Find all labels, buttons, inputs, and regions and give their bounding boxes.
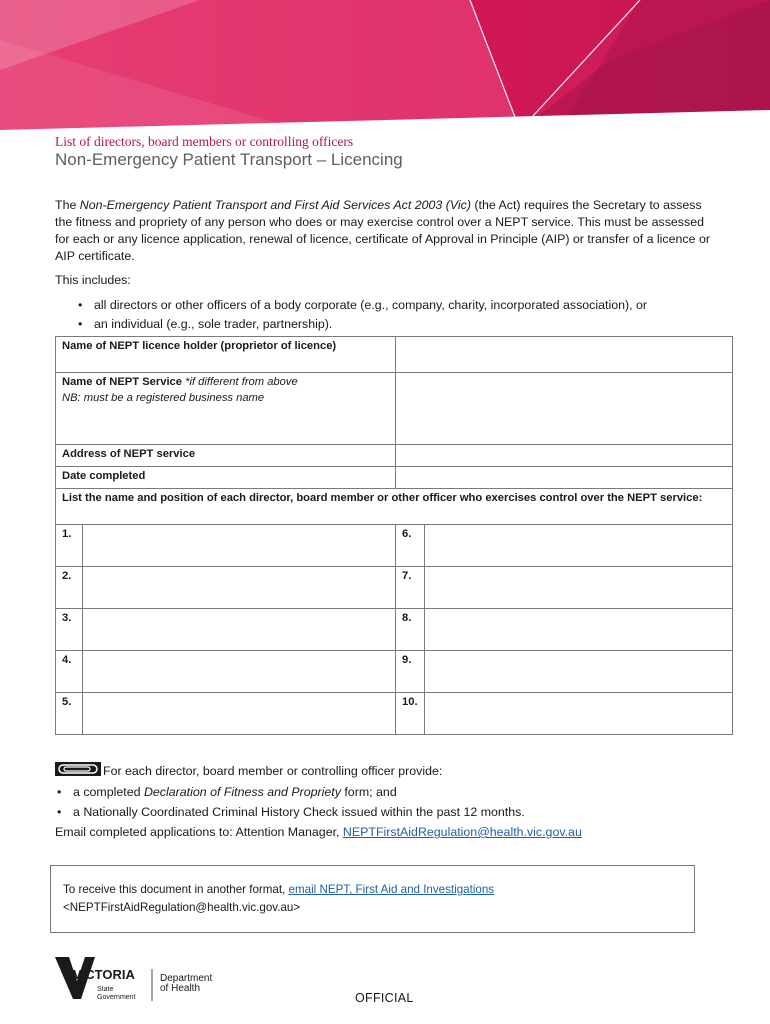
logo-dept-text: Department	[160, 973, 213, 984]
provide-lead: For each director, board member or controlling officer provide:	[103, 764, 443, 778]
officer-input-1[interactable]	[83, 525, 396, 567]
list-item: • all directors or other officers of a body corporate (e.g., company, charity, incorporated association), or	[78, 298, 647, 317]
logo-victoria-text: VICTORIA	[73, 967, 135, 982]
accessibility-line	[63, 881, 682, 899]
holder-input[interactable]	[396, 337, 733, 373]
service-note: *if different from above	[182, 376, 298, 388]
officer-input-3[interactable]	[83, 609, 396, 651]
row-number: 5.	[56, 693, 83, 735]
officer-input-2[interactable]	[83, 567, 396, 609]
service-nb: NB: must be a registered business name	[62, 392, 265, 404]
row-number: 8.	[396, 609, 425, 651]
service-label-cell	[56, 373, 396, 445]
nept-form-table	[55, 336, 733, 735]
intro-post: (the Act) requires the Secretary to assess the fitness and propriety of any person who does or may exercise control over a NEPT service. This must be assessed for each or any licence application, renewal of licence, certificate of Approval in Principle (AIP) or transfer of a licence or AIP certificate.	[55, 198, 710, 263]
list-item: • an individual (e.g., sole trader, partnership).	[78, 317, 647, 336]
accessibility-pre: To receive this document in another format,	[63, 883, 289, 896]
date-input[interactable]	[396, 467, 733, 489]
victoria-government-logo	[55, 955, 235, 1005]
service-input[interactable]	[396, 373, 733, 445]
officer-input-7[interactable]	[424, 567, 732, 609]
intro-paragraph	[55, 197, 715, 265]
officer-input-8[interactable]	[424, 609, 732, 651]
officer-input-4[interactable]	[83, 651, 396, 693]
officer-input-10[interactable]	[424, 693, 732, 735]
officer-input-5[interactable]	[83, 693, 396, 735]
accessibility-address: <NEPTFirstAidRegulation@health.vic.gov.au>	[63, 901, 301, 914]
classification-label: OFFICIAL	[355, 991, 414, 1005]
list-item: • a Nationally Coordinated Criminal History Check issued within the past 12 months.	[55, 805, 525, 825]
row-number: 2.	[56, 567, 83, 609]
row-number: 9.	[396, 651, 425, 693]
paperclip-icon	[55, 762, 101, 776]
row-number: 7.	[396, 567, 425, 609]
provide-list	[55, 785, 525, 825]
declaration-form-name: Declaration of Fitness and Propriety	[143, 785, 341, 799]
logo-state-text: State	[97, 986, 114, 993]
document-subtitle: List of directors, board members or controlling officers	[55, 134, 354, 149]
date-label: Date completed	[56, 467, 396, 489]
row-number: 4.	[56, 651, 83, 693]
includes-list	[78, 298, 647, 336]
includes-label: This includes:	[55, 273, 131, 287]
intro-pre: The	[55, 198, 80, 212]
email-pre: Email completed applications to: Attention Manager,	[55, 825, 343, 839]
accessibility-box	[50, 865, 695, 933]
accessibility-email-link[interactable]: email NEPT, First Aid and Investigations	[288, 883, 495, 896]
row-number: 3.	[56, 609, 83, 651]
list-header: List the name and position of each director, board member or other officer who exercises control over the NEPT service:	[56, 489, 733, 525]
address-label: Address of NEPT service	[56, 445, 396, 467]
b1-pre: a completed	[73, 785, 144, 799]
holder-label: Name of NEPT licence holder (proprietor of licence)	[56, 337, 396, 373]
row-number: 6.	[396, 525, 425, 567]
email-link[interactable]: NEPTFirstAidRegulation@health.vic.gov.au	[342, 825, 582, 839]
logo-government-text: Government	[97, 994, 136, 1001]
address-input[interactable]	[396, 445, 733, 467]
logo-health-text: of Health	[160, 983, 201, 994]
row-number: 1.	[56, 525, 83, 567]
list-item	[55, 785, 525, 805]
officer-input-9[interactable]	[424, 651, 732, 693]
email-instruction	[55, 825, 582, 839]
document-title: Non-Emergency Patient Transport – Licencing	[55, 150, 403, 169]
service-label: Name of NEPT Service	[62, 376, 183, 388]
act-name: Non-Emergency Patient Transport and First Aid Services Act 2003 (Vic)	[79, 198, 471, 212]
row-number: 10.	[396, 693, 425, 735]
b1-post: form; and	[340, 785, 397, 799]
header-banner	[0, 0, 770, 130]
officer-input-6[interactable]	[424, 525, 732, 567]
